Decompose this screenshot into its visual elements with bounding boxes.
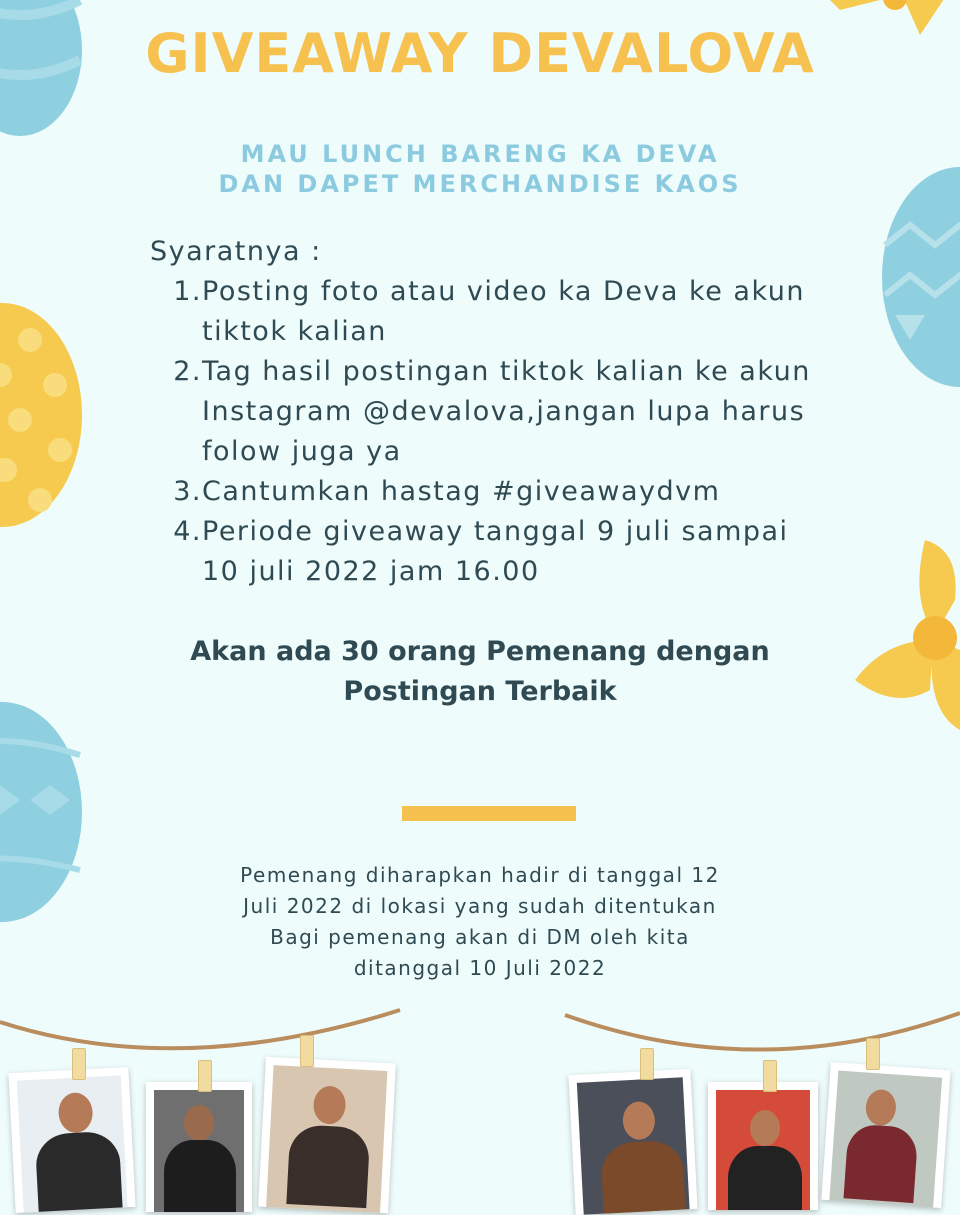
rule-number: 4. [173,516,202,547]
rule-text: Tag hasil postingan tiktok kalian ke akun Instagram @devalova,jangan lupa harus folow juga ya [202,356,811,467]
winners-line-1: Akan ada 30 orang Pemenang dengan [190,636,770,667]
list-item [150,512,830,592]
rules-list [150,272,830,592]
photo-image [266,1065,387,1213]
clothespin-icon [198,1060,212,1092]
list-item [150,272,830,352]
polaroid-photo [8,1067,135,1213]
rule-number: 3. [173,476,202,507]
winners-line-2: Postingan Terbaik [343,676,617,707]
rule-text: Cantumkan hastag #giveawaydvm [202,476,721,507]
photo-image [829,1071,942,1208]
photo-image [154,1090,244,1212]
rules-heading: Syaratnya : [150,236,322,267]
egg-right-blue-icon [880,165,960,395]
polaroid-photo [258,1057,396,1214]
note-line-4: ditanggal 10 Juli 2022 [353,956,607,980]
list-item [150,352,830,472]
polaroid-photo [568,1069,697,1215]
note-line-3: Bagi pemenang akan di DM oleh kita [270,925,690,949]
list-item [150,472,830,512]
photo-image [716,1090,810,1210]
photo-image [17,1075,128,1212]
polaroid-photo [821,1062,950,1208]
note-line-2: Juli 2022 di lokasi yang sudah ditentukan [243,894,717,918]
rule-number: 1. [173,276,202,307]
winner-note [0,860,960,984]
subtitle-line-1: MAU LUNCH BARENG KA DEVA [240,140,720,168]
clothespin-icon [640,1048,654,1080]
clothespin-icon [300,1035,314,1067]
polaroid-photo [146,1082,252,1212]
clothespin-icon [866,1038,880,1070]
page-title: GIVEAWAY DEVALOVA [145,22,815,85]
clothespin-icon [763,1060,777,1092]
photo-image [577,1077,690,1214]
rule-text: Periode giveaway tanggal 9 juli sampai 10 juli 2022 jam 16.00 [202,516,789,587]
subtitle-line-2: DAN DAPET MERCHANDISE KAOS [218,170,742,198]
note-line-1: Pemenang diharapkan hadir di tanggal 12 [240,863,720,887]
winners-announcement [0,632,960,712]
egg-left-yellow-icon [0,300,85,530]
rules-section [150,232,830,592]
rule-number: 2. [173,356,202,387]
clothespin-icon [72,1048,86,1080]
polaroid-photo [708,1082,818,1210]
divider [402,806,576,821]
rule-text: Posting foto atau video ka Deva ke akun tiktok kalian [202,276,805,347]
